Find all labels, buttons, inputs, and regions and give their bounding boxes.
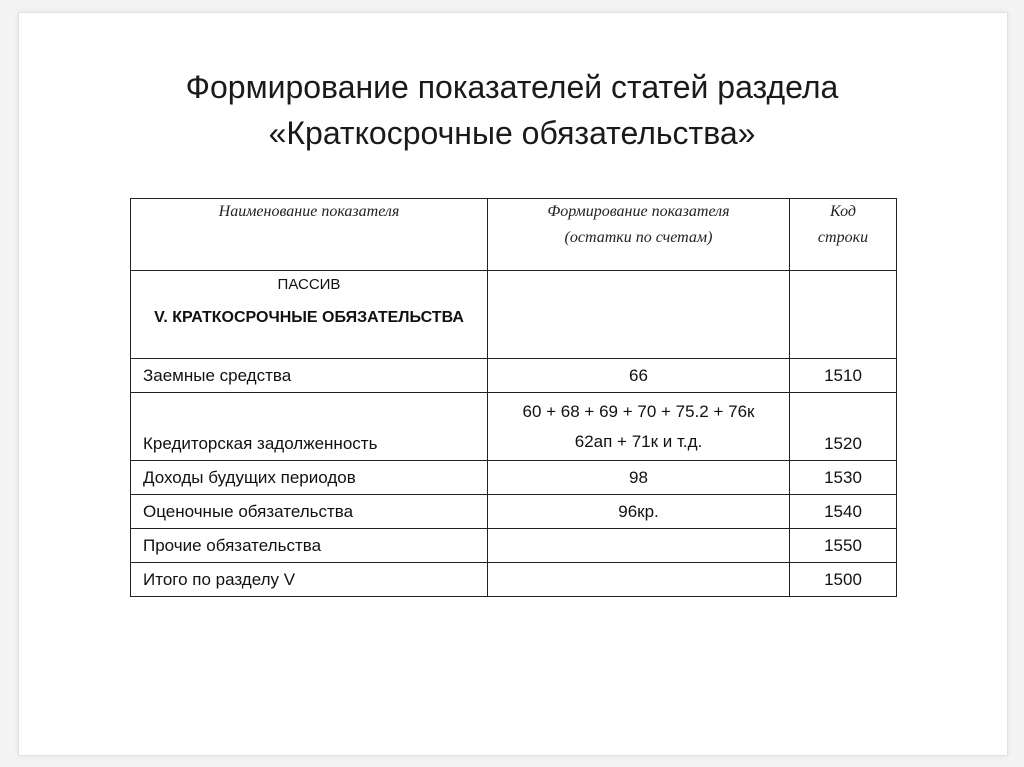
table-row <box>131 461 897 495</box>
header-formation: Формирование показателя (остатки по счетам) <box>488 199 790 271</box>
row-code: 1540 <box>790 495 897 529</box>
header-name: Наименование показателя <box>131 199 488 271</box>
table-row <box>131 529 897 563</box>
row-code: 1500 <box>790 563 897 597</box>
section-header-row <box>131 271 897 359</box>
row-formula <box>488 393 790 461</box>
row-name: Доходы будущих периодов <box>131 461 488 495</box>
page-title <box>0 64 1024 156</box>
table-header-row <box>131 199 897 271</box>
section-formula-cell <box>488 271 790 359</box>
row-formula <box>488 529 790 563</box>
row-code: 1530 <box>790 461 897 495</box>
row-name: Итого по разделу V <box>131 563 488 597</box>
row-code: 1520 <box>790 393 897 461</box>
liabilities-table <box>130 198 897 597</box>
table-row <box>131 495 897 529</box>
row-code: 1550 <box>790 529 897 563</box>
section-label: ПАССИВ <box>277 276 341 293</box>
section-code-cell <box>790 271 897 359</box>
row-name: Оценочные обязательства <box>131 495 488 529</box>
row-name: Прочие обязательства <box>131 529 488 563</box>
row-code: 1510 <box>790 359 897 393</box>
row-formula <box>488 563 790 597</box>
row-formula: 66 <box>488 359 790 393</box>
row-name: Заемные средства <box>131 359 488 393</box>
table-row <box>131 563 897 597</box>
row-name: Кредиторская задолженность <box>131 393 488 461</box>
row-formula-line-1: 60 + 68 + 69 + 70 + 75.2 + 76к <box>522 402 755 421</box>
table-row <box>131 393 897 461</box>
section-heading-cell <box>131 271 488 359</box>
row-formula: 98 <box>488 461 790 495</box>
table-row <box>131 359 897 393</box>
row-formula: 96кр. <box>488 495 790 529</box>
section-title: V. КРАТКОСРОЧНЫЕ ОБЯЗАТЕЛЬСТВА <box>154 309 464 326</box>
title-line-2: «Краткосрочные обязательства» <box>268 115 756 151</box>
row-formula-line-2: 62ап + 71к и т.д. <box>574 432 703 451</box>
header-code: Код строки <box>790 199 897 271</box>
title-line-1: Формирование показателей статей раздела <box>185 69 839 105</box>
